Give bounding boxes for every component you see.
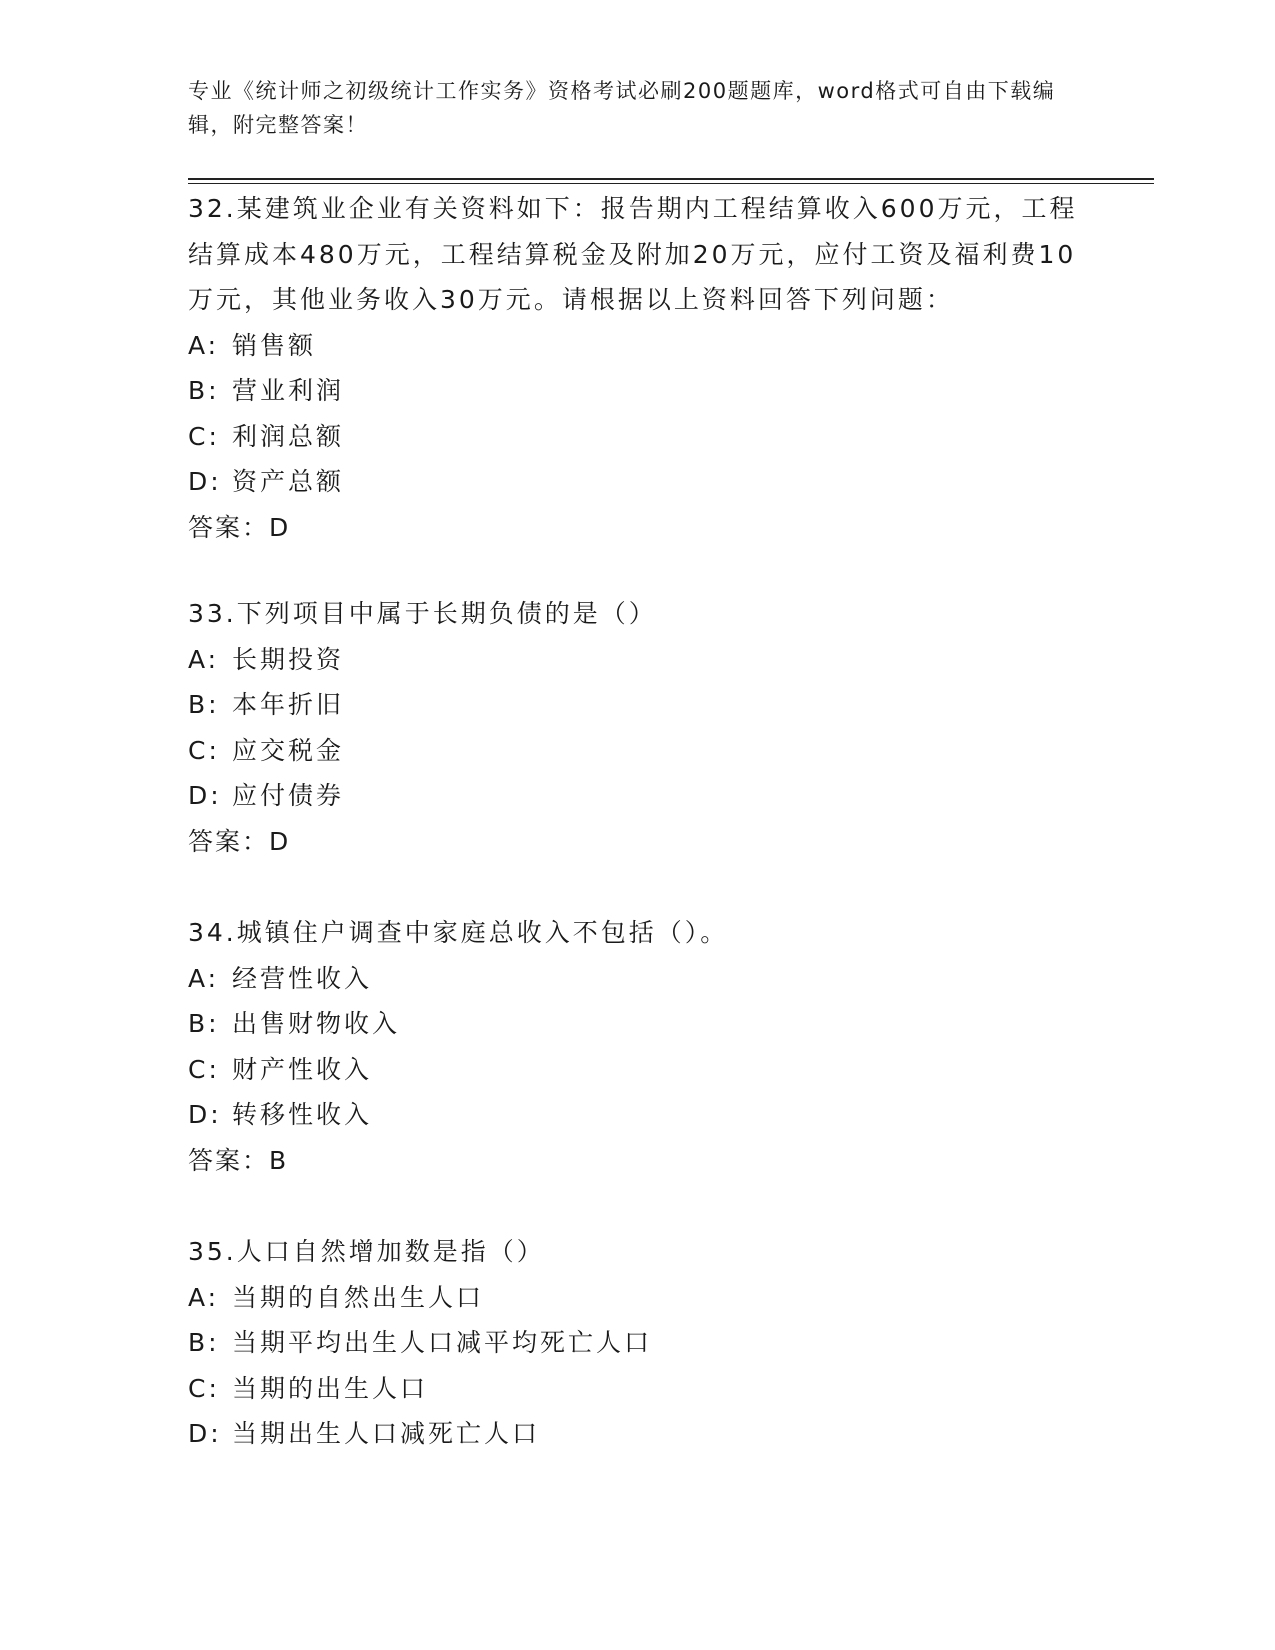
question-33 bbox=[188, 591, 1088, 864]
option-c bbox=[188, 414, 1088, 460]
option-b bbox=[188, 1001, 1088, 1047]
option-c bbox=[188, 1366, 1088, 1412]
question-stem: 32.某建筑业企业有关资料如下：报告期内工程结算收入600万元，工程结算成本480万元，工程结算税金及附加20万元，应付工资及福利费10万元，其他业务收入30万元。请根据以上资料回答下列问题： bbox=[188, 194, 1078, 314]
option-text: 营业利润 bbox=[232, 376, 345, 405]
option-text: 资产总额 bbox=[232, 467, 345, 496]
option-letter: D: bbox=[188, 781, 222, 810]
option-letter: D: bbox=[188, 467, 222, 496]
option-b bbox=[188, 682, 1088, 728]
option-letter: C: bbox=[188, 1054, 220, 1084]
option-letter: C: bbox=[188, 421, 220, 451]
option-text: 出售财物收入 bbox=[232, 1009, 401, 1038]
header-rule-thin bbox=[188, 183, 1154, 184]
option-letter: A: bbox=[188, 963, 220, 993]
option-text: 应交税金 bbox=[232, 735, 345, 765]
header-rule-thick bbox=[188, 178, 1154, 180]
option-text: 经营性收入 bbox=[232, 963, 373, 993]
option-a bbox=[188, 323, 1088, 369]
option-b bbox=[188, 1320, 1088, 1366]
option-a bbox=[188, 637, 1088, 683]
option-letter: D: bbox=[188, 1100, 222, 1129]
option-letter: B: bbox=[188, 690, 220, 719]
option-b bbox=[188, 368, 1088, 414]
option-d bbox=[188, 459, 1088, 505]
option-letter: D: bbox=[188, 1419, 222, 1448]
option-text: 当期出生人口减死亡人口 bbox=[232, 1419, 541, 1448]
option-d bbox=[188, 1092, 1088, 1138]
option-text: 应付债券 bbox=[232, 781, 345, 810]
answer-label: 答案：D bbox=[188, 826, 291, 856]
option-d bbox=[188, 1411, 1088, 1457]
option-c bbox=[188, 728, 1088, 774]
question-stem: 34.城镇住户调查中家庭总收入不包括（）。 bbox=[188, 918, 729, 947]
option-letter: A: bbox=[188, 330, 220, 360]
option-text: 当期的出生人口 bbox=[232, 1373, 429, 1403]
option-d bbox=[188, 773, 1088, 819]
option-letter: A: bbox=[188, 1282, 220, 1312]
question-stem: 35.人口自然增加数是指（） bbox=[188, 1237, 545, 1266]
option-a bbox=[188, 956, 1088, 1002]
option-text: 财产性收入 bbox=[232, 1054, 373, 1084]
question-34 bbox=[188, 910, 1088, 1183]
option-text: 本年折旧 bbox=[232, 690, 345, 719]
option-text: 利润总额 bbox=[232, 421, 345, 451]
option-c bbox=[188, 1047, 1088, 1093]
option-text: 转移性收入 bbox=[232, 1100, 373, 1129]
question-35 bbox=[188, 1229, 1088, 1457]
option-letter: B: bbox=[188, 376, 220, 405]
option-letter: C: bbox=[188, 735, 220, 765]
option-letter: B: bbox=[188, 1009, 220, 1038]
option-a bbox=[188, 1275, 1088, 1321]
document-header: 专业《统计师之初级统计工作实务》资格考试必刷200题题库，word格式可自由下载编辑，附完整答案！ bbox=[188, 79, 1056, 137]
answer-label: 答案：D bbox=[188, 512, 291, 542]
option-text: 销售额 bbox=[232, 330, 317, 360]
option-letter: C: bbox=[188, 1373, 220, 1403]
option-letter: B: bbox=[188, 1328, 220, 1357]
option-letter: A: bbox=[188, 644, 220, 674]
option-text: 当期的自然出生人口 bbox=[232, 1282, 485, 1312]
option-text: 长期投资 bbox=[232, 644, 345, 674]
question-32 bbox=[188, 186, 1088, 550]
question-stem: 33.下列项目中属于长期负债的是（） bbox=[188, 599, 657, 628]
option-text: 当期平均出生人口减平均死亡人口 bbox=[232, 1328, 653, 1357]
answer-label: 答案：B bbox=[188, 1145, 289, 1175]
